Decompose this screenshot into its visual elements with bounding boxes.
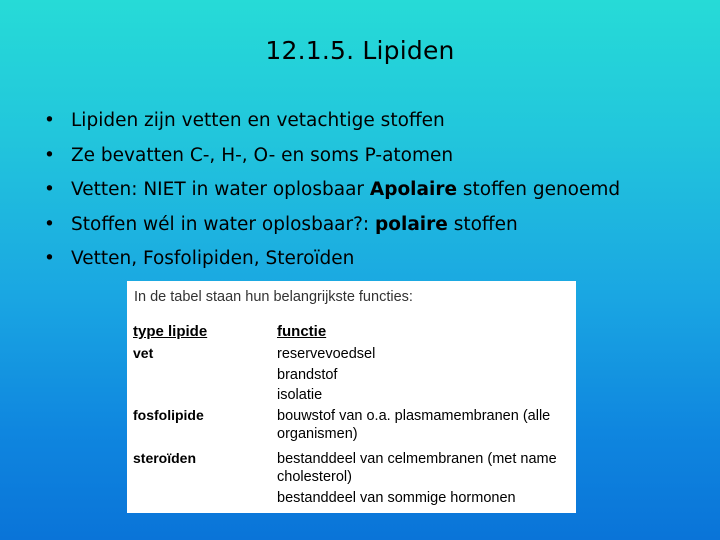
table-heading: In de tabel staan hun belangrijkste functies: [134, 289, 413, 305]
bullet-text: Vetten: NIET in water oplosbaar [71, 179, 370, 200]
table-row-function: bestanddeel van celmembranen (met name cholesterol) [277, 451, 557, 485]
bullet-text: Ze bevatten C-, H-, O- en soms P-atomen [71, 144, 454, 166]
table-row-lipid: fosfolipide [133, 407, 204, 423]
column-header-function: functie [277, 323, 327, 340]
slide-title: 12.1.5. Lipiden [265, 36, 455, 65]
bullet-item [44, 242, 620, 277]
bullet-text: Vetten, Fosfolipiden, Steroïden [71, 248, 355, 269]
table-row-function: reservevoedsel [277, 346, 376, 362]
table-row-function: brandstof [277, 367, 338, 383]
bullet-item [44, 173, 620, 208]
bullet-bold-term: Apolaire [369, 179, 457, 200]
bullet-bold-term: polaire [375, 213, 448, 235]
bullet-list [44, 104, 620, 277]
bullet-item [44, 104, 620, 139]
bullet-item [44, 208, 620, 243]
column-header-type: type lipide [133, 323, 208, 340]
lipid-function-table-image [127, 281, 576, 513]
table-row-lipid: steroïden [133, 450, 197, 466]
table-row-function: bouwstof van o.a. plasmamembranen (alle organismen) [277, 408, 551, 442]
bullet-text: Lipiden zijn vetten en vetachtige stoffen [71, 110, 445, 131]
table-row-lipid: vet [133, 345, 154, 361]
bullet-item [44, 139, 620, 174]
table-row-function: bestanddeel van sommige hormonen [277, 490, 516, 506]
bullet-text: stoffen genoemd [457, 179, 621, 200]
bullet-text: Stoffen wél in water oplosbaar?: [71, 213, 376, 235]
bullet-text: stoffen [447, 213, 518, 235]
table-row-function: isolatie [277, 387, 323, 403]
